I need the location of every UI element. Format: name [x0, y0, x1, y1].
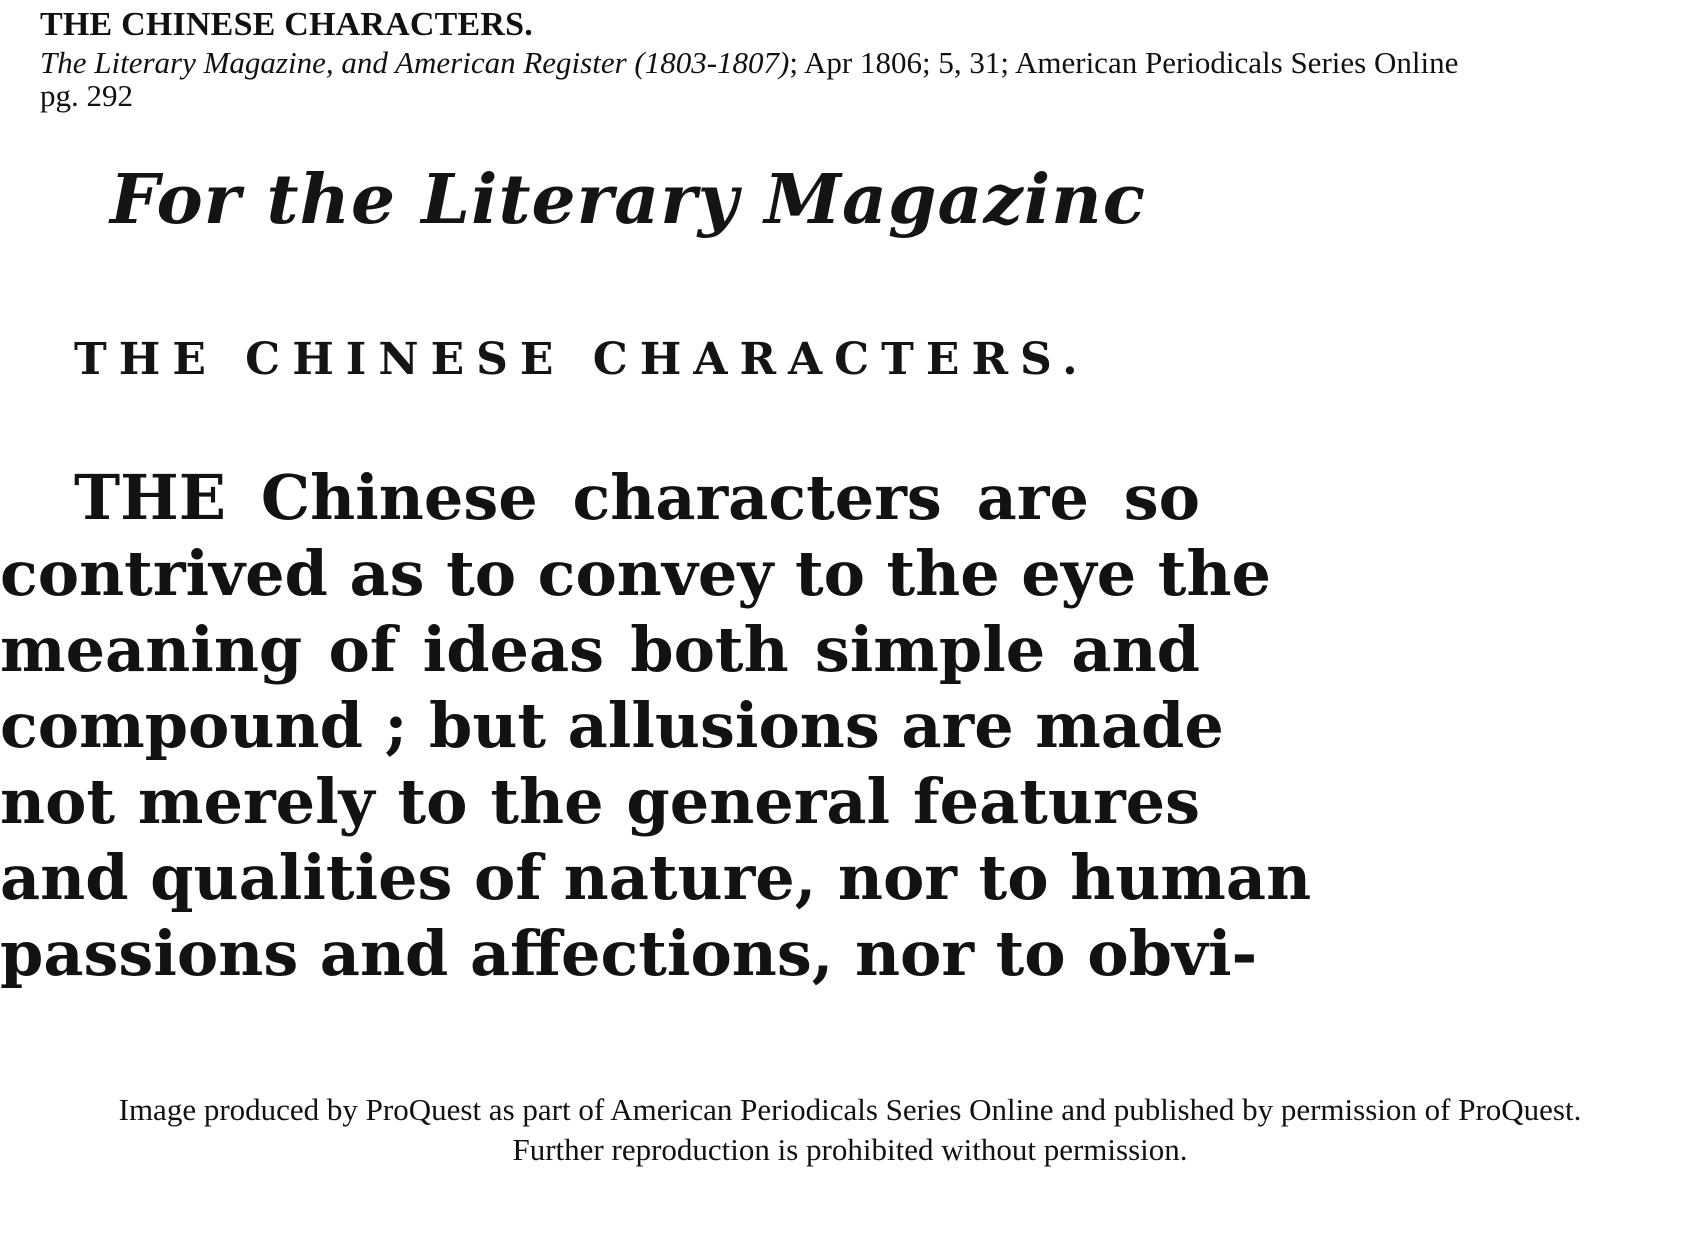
body-line: meaning of ideas both simple and — [0, 613, 1200, 686]
body-line: THE Chinese characters are so — [74, 461, 1200, 534]
citation-page: pg. 292 — [40, 78, 133, 113]
body-line: passions and affections, nor to obvi- — [0, 917, 1258, 990]
citation-source — [40, 46, 1680, 79]
citation-header — [40, 6, 1680, 112]
article-body — [0, 460, 1312, 992]
body-line: compound ; but allusions are made — [0, 689, 1224, 762]
article-heading: THE CHINESE CHARACTERS. — [74, 334, 1090, 385]
body-line: not merely to the general features — [0, 765, 1200, 838]
citation-details: ; Apr 1806; 5, 31; American Periodicals Series Online — [789, 45, 1459, 80]
citation-journal: The Literary Magazine, and American Register (1803-1807) — [40, 45, 790, 80]
copyright-line-1: Image produced by ProQuest as part of American Periodicals Series Online and published by permission of ProQuest. — [118, 1092, 1582, 1127]
body-line: contrived as to convey to the eye the — [0, 537, 1271, 610]
copyright-line-2: Further reproduction is prohibited without permission. — [512, 1132, 1188, 1167]
magazine-masthead: For the Literary Magazinc — [110, 160, 1146, 240]
citation-title: THE CHINESE CHARACTERS. — [40, 6, 533, 43]
copyright-footer — [0, 1090, 1700, 1170]
body-line: and qualities of nature, nor to human — [0, 841, 1312, 914]
scanned-page — [0, 140, 1312, 1040]
